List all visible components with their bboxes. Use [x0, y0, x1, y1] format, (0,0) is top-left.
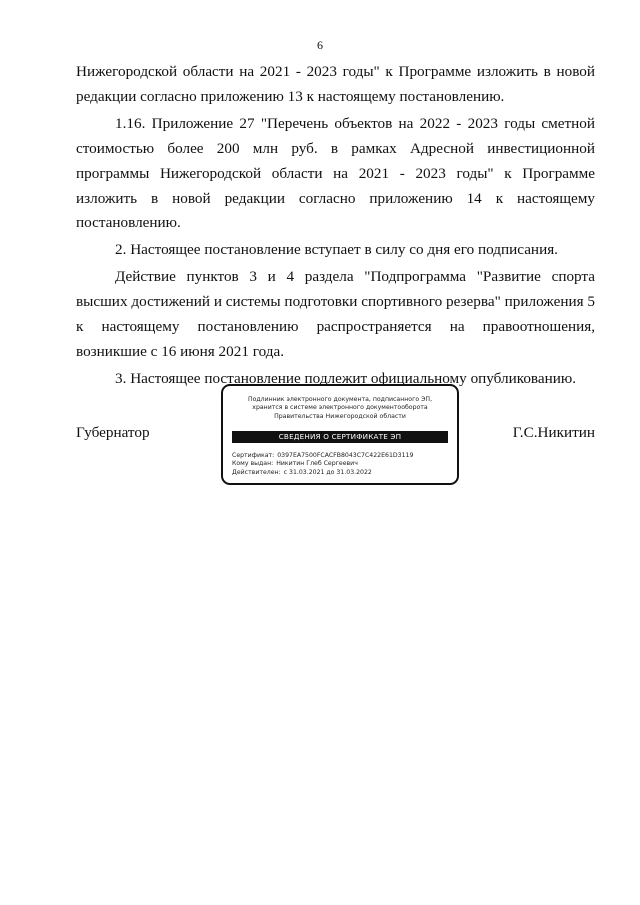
stamp-notice-line: Правительства Нижегородской области: [274, 412, 406, 420]
paragraph-item-2: 2. Настоящее постановление вступает в силу со дня его подписания.: [115, 241, 558, 259]
stamp-notice-line: Подлинник электронного документа, подписанного ЭП,: [247, 396, 433, 403]
stamp-issued-value: Никитин Глеб Сергеевич: [276, 460, 358, 468]
stamp-certificate-label: Сертификат:: [232, 452, 275, 459]
stamp-row-issued-to: [232, 460, 451, 468]
stamp-certificate-header: СВЕДЕНИЯ О СЕРТИФИКАТЕ ЭП: [232, 431, 448, 443]
paragraph-item-3: 3. Настоящее постановление подлежит официальному опубликованию.: [115, 369, 577, 387]
paragraph-effect: Действие пунктов 3 и 4 раздела "Подпрограмма "Развитие спорта высших достижений и системы подготовки спортивного резерва" приложения 5 к настоящему постановлению распространяется на правоотношения, возникшие с 16 июня 2021 года.: [76, 268, 595, 360]
stamp-certificate-details: [232, 452, 451, 477]
stamp-notice-line: хранится в системе электронного документооборота: [252, 404, 428, 412]
stamp-valid-value: с 31.03.2021 до 31.03.2022: [283, 468, 372, 476]
stamp-issued-label: Кому выдан:: [232, 460, 274, 468]
paragraph-continuation: Нижегородской области на 2021 - 2023 годы" к Программе изложить в новой редакции согласно приложению 13 к настоящему постановлению.: [76, 63, 595, 105]
signature-name: Г.С.Никитин: [512, 424, 595, 441]
stamp-notice: [229, 396, 451, 421]
signature-role: Губернатор: [76, 424, 150, 441]
stamp-row-valid: [232, 469, 451, 477]
document-body: [76, 60, 595, 394]
stamp-certificate-value: 0397EA7500FCACFB8043C7C422E61D3119: [277, 452, 414, 459]
page-number: 6: [317, 38, 323, 52]
electronic-signature-stamp: [221, 384, 459, 485]
paragraph-item-1-16: 1.16. Приложение 27 "Перечень объектов на 2022 - 2023 годы сметной стоимостью более 200 млн руб. в рамках Адресной инвестиционной программы Нижегородской области на 2021 - 2023 годы" к Программе изложить в новой редакции согласно приложению 14 к настоящему постановлению.: [76, 114, 595, 232]
stamp-valid-label: Действителен:: [232, 468, 281, 476]
